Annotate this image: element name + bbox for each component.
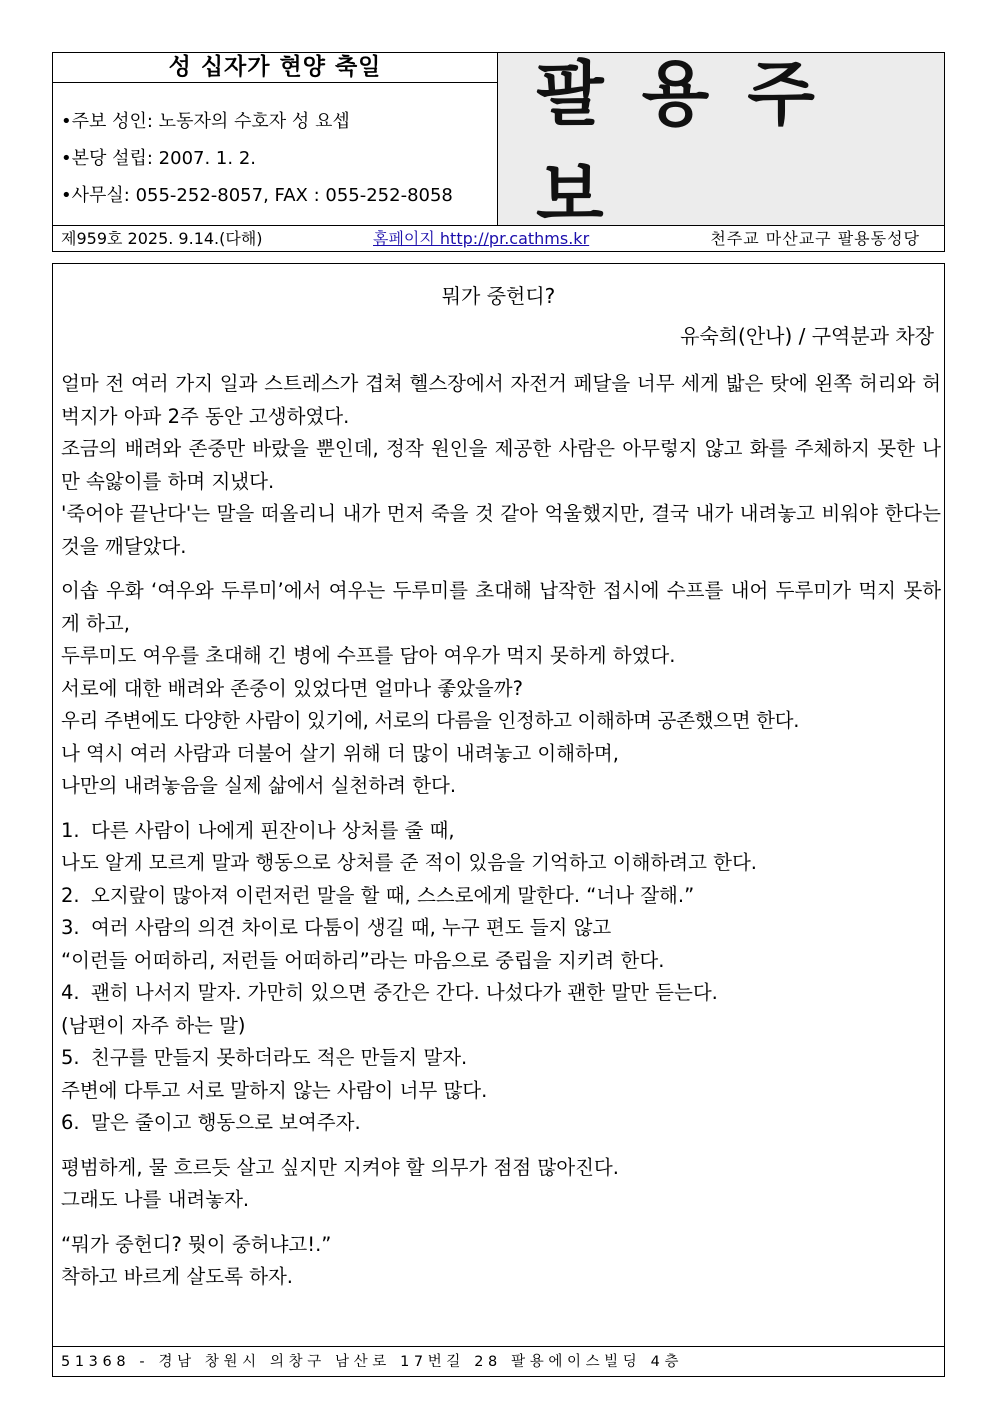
list-item-continuation: (남편이 자주 하는 말) <box>61 1013 246 1037</box>
issue-bar <box>53 226 944 252</box>
list-item: 2. 오지랖이 많아져 이런저런 말을 할 때, 스스로에게 말한다. “너나 잘해.” <box>61 883 695 907</box>
paragraph: 평범하게, 물 흐르듯 살고 싶지만 지켜야 할 의무가 점점 많아진다. <box>61 1155 619 1179</box>
list-item: 1. 다른 사람이 나에게 핀잔이나 상처를 줄 때, <box>61 818 455 842</box>
bulletin-header <box>52 52 945 252</box>
homepage-link[interactable]: 홈페이지 http://pr.cathms.kr <box>373 229 590 248</box>
list-item-continuation: “이런들 어떠하리, 저런들 어떠하리”라는 마음으로 중립을 지키려 한다. <box>61 948 665 972</box>
founding-date: •본당 설립: 2007. 1. 2. <box>61 148 256 169</box>
article-title: 뭐가 중헌디? <box>441 284 556 308</box>
list-item-continuation: 주변에 다투고 서로 말하지 않는 사람이 너무 많다. <box>61 1078 488 1102</box>
article-body <box>61 368 941 1294</box>
paragraph: 서로에 대한 배려와 존중이 있었다면 얼마나 좋았을까? <box>61 676 523 700</box>
patron-saint: •주보 성인: 노동자의 수호자 성 요셉 <box>61 111 350 132</box>
list-item-continuation: 나도 알게 모르게 말과 행동으로 상처를 준 적이 있음을 기억하고 이해하려고 한다. <box>61 851 758 874</box>
bulletin-title-panel <box>497 52 944 236</box>
paragraph: 나만의 내려놓음을 실제 삶에서 실천하려 한다. <box>61 774 457 797</box>
article-author: 유숙희(안나) / 구역분과 차장 <box>680 324 934 348</box>
feast-title: 성 십자가 현양 축일 <box>53 53 497 83</box>
resolution-list <box>61 815 941 1140</box>
paragraph: 조금의 배려와 존중만 바랐을 뿐인데, 정작 원인을 제공한 사람은 아무렇지 않고 화를 주체하지 못한 나만 속앓이를 하며 지냈다. <box>61 437 941 493</box>
bulletin-title: 팔용주보 <box>536 52 853 236</box>
list-item: 3. 여러 사람의 의견 차이로 다툼이 생길 때, 누구 편도 들지 않고 <box>61 916 612 939</box>
paragraph: 나 역시 여러 사람과 더불어 살기 위해 더 많이 내려놓고 이해하며, <box>61 741 619 765</box>
list-item: 4. 괜히 나서지 말자. 가만히 있으면 중간은 간다. 나섰다가 괜한 말만 듣는다. <box>61 981 718 1004</box>
paragraph: 이솝 우화 ‘여우와 두루미’에서 여우는 두루미를 초대해 납작한 접시에 수프를 내어 두루미가 먹지 못하게 하고, <box>61 579 941 635</box>
office-contact: •사무실: 055-252-8057, FAX : 055-252-8058 <box>61 185 453 206</box>
paragraph: 그래도 나를 내려놓자. <box>61 1188 250 1211</box>
paragraph: 두루미도 여우를 초대해 긴 병에 수프를 담아 여우가 먹지 못하게 하였다. <box>61 644 676 667</box>
list-item: 6. 말은 줄이고 행동으로 보여주자. <box>61 1111 361 1134</box>
paragraph: 얼마 전 여러 가지 일과 스트레스가 겹쳐 헬스장에서 자전거 페달을 너무 세게 밟은 탓에 왼쪽 허리와 허벅지가 아파 2주 동안 고생하였다. <box>61 372 941 428</box>
list-item: 5. 친구를 만들지 못하더라도 적은 만들지 말자. <box>61 1046 468 1069</box>
address-footer: 5 1 3 6 8 - 경 남 창 원 시 의 창 구 남 산 로 1 7 번 길 2 8 팔 용 에 이 스 빌 딩 4 층 <box>53 1346 944 1376</box>
paragraph: '죽어야 끝난다'는 말을 떠올리니 내가 먼저 죽을 것 같아 억울했지만, 결국 내가 내려놓고 비워야 한다는 것을 깨달았다. <box>61 502 941 558</box>
issue-number: 제959호 2025. 9.14.(다해) <box>61 229 263 248</box>
paragraph: 우리 주변에도 다양한 사람이 있기에, 서로의 다름을 인정하고 이해하며 공존했으면 한다. <box>61 709 800 732</box>
paragraph: “뭐가 중헌디? 뭣이 중허냐고!.” <box>61 1232 332 1256</box>
parish-info <box>61 103 491 214</box>
article-box <box>52 263 945 1377</box>
parish-name: 천주교 마산교구 팔용동성당 <box>710 229 920 248</box>
paragraph: 착하고 바르게 살도록 하자. <box>61 1265 294 1288</box>
